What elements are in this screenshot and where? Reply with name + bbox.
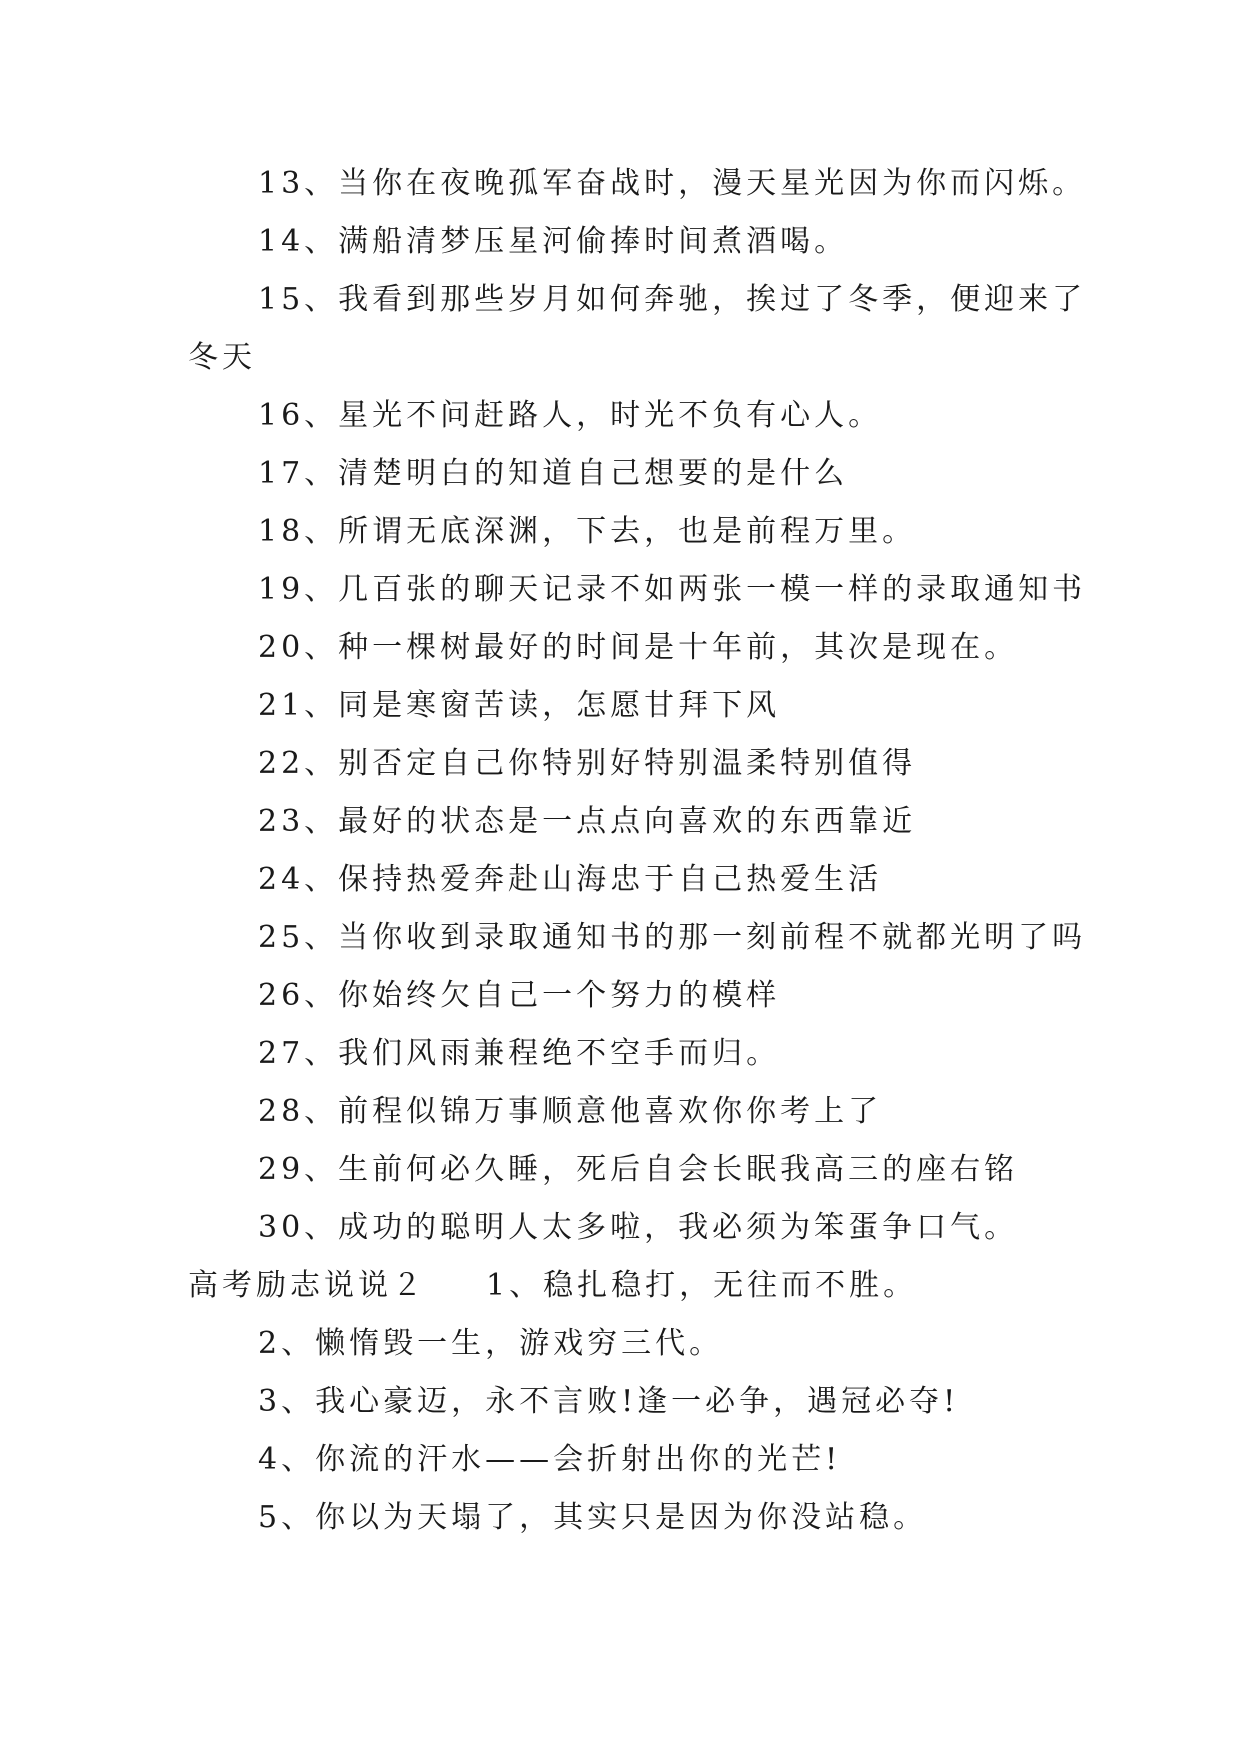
text-line: 27、我们风雨兼程绝不空手而归。	[258, 1036, 781, 1071]
text-line: 14、满船清梦压星河偷捧时间煮酒喝。	[258, 224, 849, 259]
text-line: 2、懒惰毁一生，游戏穷三代。	[258, 1326, 724, 1361]
text-line: 22、别否定自己你特别好特别温柔特别值得	[258, 746, 917, 781]
text-line: 4、你流的汗水——会折射出你的光芒!	[258, 1442, 842, 1477]
text-line: 19、几百张的聊天记录不如两张一模一样的录取通知书	[258, 572, 1087, 607]
text-line: 28、前程似锦万事顺意他喜欢你你考上了	[258, 1094, 883, 1129]
text-line: 3、我心豪迈，永不言败!逢一必争，遇冠必夺!	[258, 1384, 960, 1419]
text-line: 29、生前何必久睡，死后自会长眠我高三的座右铭	[258, 1152, 1019, 1187]
text-line-continuation: 冬天	[188, 340, 256, 375]
section-line	[188, 1257, 1058, 1315]
text-line: 15、我看到那些岁月如何奔驰，挨过了冬季，便迎来了	[258, 282, 1087, 317]
text-line: 17、清楚明白的知道自己想要的是什么	[258, 456, 849, 491]
document-body	[188, 155, 1087, 1547]
text-line: 26、你始终欠自己一个努力的模样	[258, 978, 781, 1013]
text-line: 23、最好的状态是一点点向喜欢的东西靠近	[258, 804, 917, 839]
text-line: 5、你以为天塌了，其实只是因为你没站稳。	[258, 1500, 928, 1535]
text-line: 13、当你在夜晚孤军奋战时，漫天星光因为你而闪烁。	[258, 166, 1087, 201]
text-line: 18、所谓无底深渊，下去，也是前程万里。	[258, 514, 917, 549]
text-line: 25、当你收到录取通知书的那一刻前程不就都光明了吗	[258, 920, 1087, 955]
text-line: 21、同是寒窗苦读，怎愿甘拜下风	[258, 688, 781, 723]
section-first-item: 1、稳扎稳打，无往而不胜。	[486, 1268, 918, 1303]
text-line: 16、星光不问赶路人，时光不负有心人。	[258, 398, 883, 433]
text-line: 24、保持热爱奔赴山海忠于自己热爱生活	[258, 862, 883, 897]
text-line: 20、种一棵树最好的时间是十年前，其次是现在。	[258, 630, 1019, 665]
text-line: 30、成功的聪明人太多啦，我必须为笨蛋争口气。	[258, 1210, 1019, 1245]
section-heading: 高考励志说说２	[188, 1268, 426, 1303]
